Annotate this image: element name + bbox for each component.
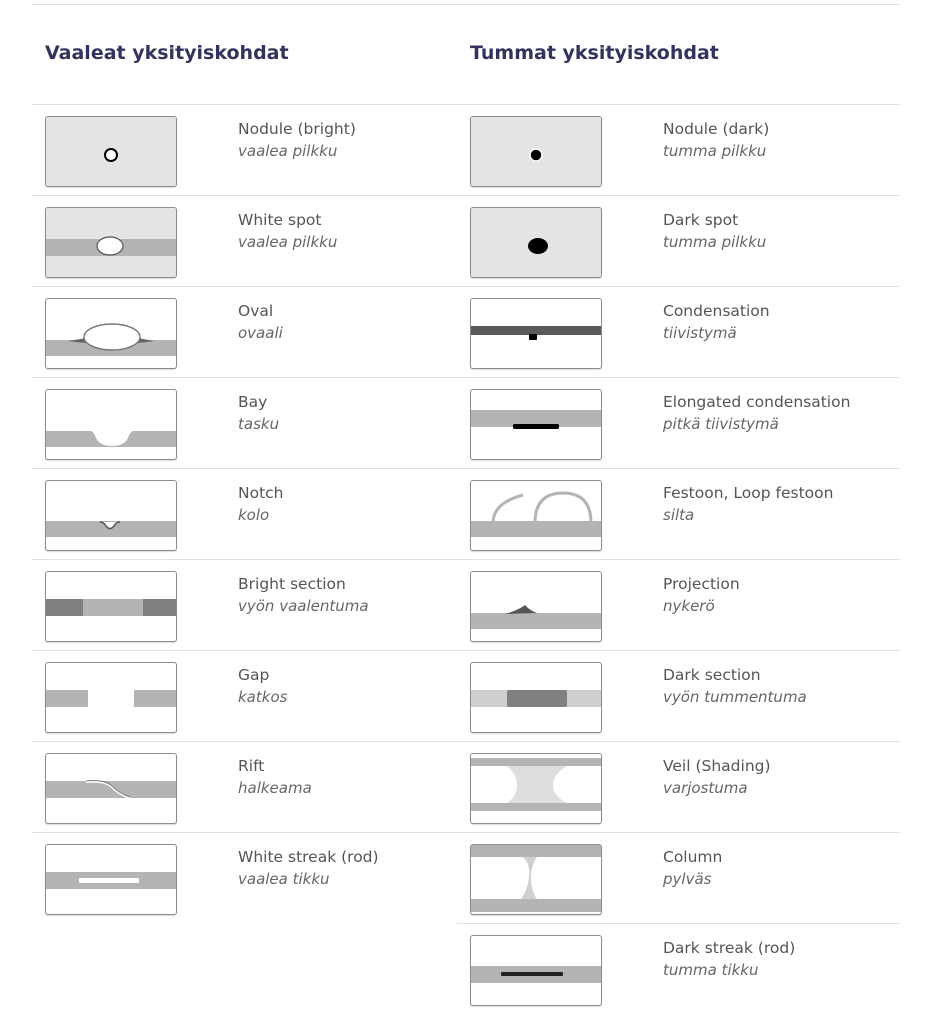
detail-name-finnish: vyön tummentuma <box>663 688 807 706</box>
detail-row-dark-streak <box>457 924 900 1014</box>
detail-label <box>663 391 891 435</box>
oval-icon <box>45 298 177 369</box>
top-divider <box>32 4 900 5</box>
detail-label <box>238 573 466 617</box>
dark-spot-icon <box>470 207 602 278</box>
detail-name-finnish: pitkä tiivistymä <box>663 415 779 433</box>
detail-row-notch <box>32 469 466 560</box>
detail-name-finnish: tumma pilkku <box>663 142 767 160</box>
detail-row-dark-section <box>457 651 900 742</box>
detail-row-nodule-dark <box>457 105 900 196</box>
column-heading: Vaaleat yksityiskohdat <box>45 42 289 64</box>
detail-name-english: Rift <box>238 757 265 775</box>
detail-name-english: Oval <box>238 302 274 320</box>
detail-row-oval <box>32 287 466 378</box>
detail-name-english: Elongated condensation <box>663 393 851 411</box>
detail-name-english: Nodule (dark) <box>663 120 770 138</box>
detail-label <box>663 300 891 344</box>
detail-label <box>663 482 891 526</box>
detail-name-english: Nodule (bright) <box>238 120 356 138</box>
detail-name-finnish: silta <box>663 506 695 524</box>
detail-name-english: Dark streak (rod) <box>663 939 796 957</box>
detail-row-rift <box>32 742 466 833</box>
detail-name-finnish: vaalea pilkku <box>238 233 338 251</box>
detail-label <box>238 118 466 162</box>
detail-label <box>238 755 466 799</box>
white-streak-icon <box>45 844 177 915</box>
detail-label <box>238 391 466 435</box>
detail-row-bright-section <box>32 560 466 651</box>
detail-row-bay <box>32 378 466 469</box>
notch-icon <box>45 480 177 551</box>
detail-row-dark-spot <box>457 196 900 287</box>
detail-label <box>663 664 891 708</box>
dark-section-icon <box>470 662 602 733</box>
detail-name-finnish: vyön vaalentuma <box>238 597 369 615</box>
veil-icon <box>470 753 602 824</box>
detail-label <box>238 300 466 344</box>
detail-name-english: Veil (Shading) <box>663 757 771 775</box>
detail-row-festoon <box>457 469 900 560</box>
detail-label <box>238 482 466 526</box>
detail-name-english: Column <box>663 848 723 866</box>
bright-section-icon <box>45 571 177 642</box>
detail-label <box>238 664 466 708</box>
detail-name-english: White streak (rod) <box>238 848 379 866</box>
column-heading: Tummat yksityiskohdat <box>470 42 719 64</box>
detail-label <box>663 755 891 799</box>
elongated-condensation-icon <box>470 389 602 460</box>
detail-row-column <box>457 833 900 924</box>
detail-row-white-spot <box>32 196 466 287</box>
detail-name-finnish: nykerö <box>663 597 715 615</box>
detail-name-finnish: tumma pilkku <box>663 233 767 251</box>
detail-row-gap <box>32 651 466 742</box>
detail-label <box>663 118 891 162</box>
detail-name-finnish: pylväs <box>663 870 712 888</box>
detail-row-projection <box>457 560 900 651</box>
bay-icon <box>45 389 177 460</box>
detail-name-english: Condensation <box>663 302 770 320</box>
detail-name-english: Festoon, Loop festoon <box>663 484 834 502</box>
detail-name-english: Bright section <box>238 575 346 593</box>
detail-row-veil <box>457 742 900 833</box>
gap-icon <box>45 662 177 733</box>
detail-label <box>663 846 891 890</box>
detail-name-finnish: varjostuma <box>663 779 748 797</box>
detail-row-nodule-bright <box>32 105 466 196</box>
detail-label <box>663 209 891 253</box>
detail-label <box>238 209 466 253</box>
detail-label <box>663 573 891 617</box>
detail-row-white-streak <box>32 833 466 923</box>
detail-name-english: Gap <box>238 666 270 684</box>
detail-name-finnish: tasku <box>238 415 280 433</box>
nodule-dark-icon <box>470 116 602 187</box>
white-spot-icon <box>45 207 177 278</box>
detail-label <box>663 937 891 981</box>
detail-name-english: Dark section <box>663 666 761 684</box>
detail-name-finnish: ovaali <box>238 324 283 342</box>
detail-name-english: Projection <box>663 575 740 593</box>
detail-name-finnish: kolo <box>238 506 270 524</box>
rift-icon <box>45 753 177 824</box>
projection-icon <box>470 571 602 642</box>
detail-name-english: Notch <box>238 484 284 502</box>
detail-name-finnish: vaalea pilkku <box>238 142 338 160</box>
details-list <box>457 105 900 1014</box>
detail-name-finnish: halkeama <box>238 779 312 797</box>
details-list <box>32 105 466 923</box>
detail-name-english: Dark spot <box>663 211 739 229</box>
detail-name-finnish: tiivistymä <box>663 324 737 342</box>
detail-name-english: White spot <box>238 211 322 229</box>
detail-label <box>238 846 466 890</box>
detail-name-finnish: vaalea tikku <box>238 870 330 888</box>
condensation-icon <box>470 298 602 369</box>
detail-name-finnish: tumma tikku <box>663 961 759 979</box>
festoon-icon <box>470 480 602 551</box>
detail-row-condensation <box>457 287 900 378</box>
detail-name-finnish: katkos <box>238 688 288 706</box>
detail-name-english: Bay <box>238 393 268 411</box>
dark-streak-icon <box>470 935 602 1006</box>
column-icon <box>470 844 602 915</box>
nodule-bright-icon <box>45 116 177 187</box>
detail-row-elongated-condensation <box>457 378 900 469</box>
